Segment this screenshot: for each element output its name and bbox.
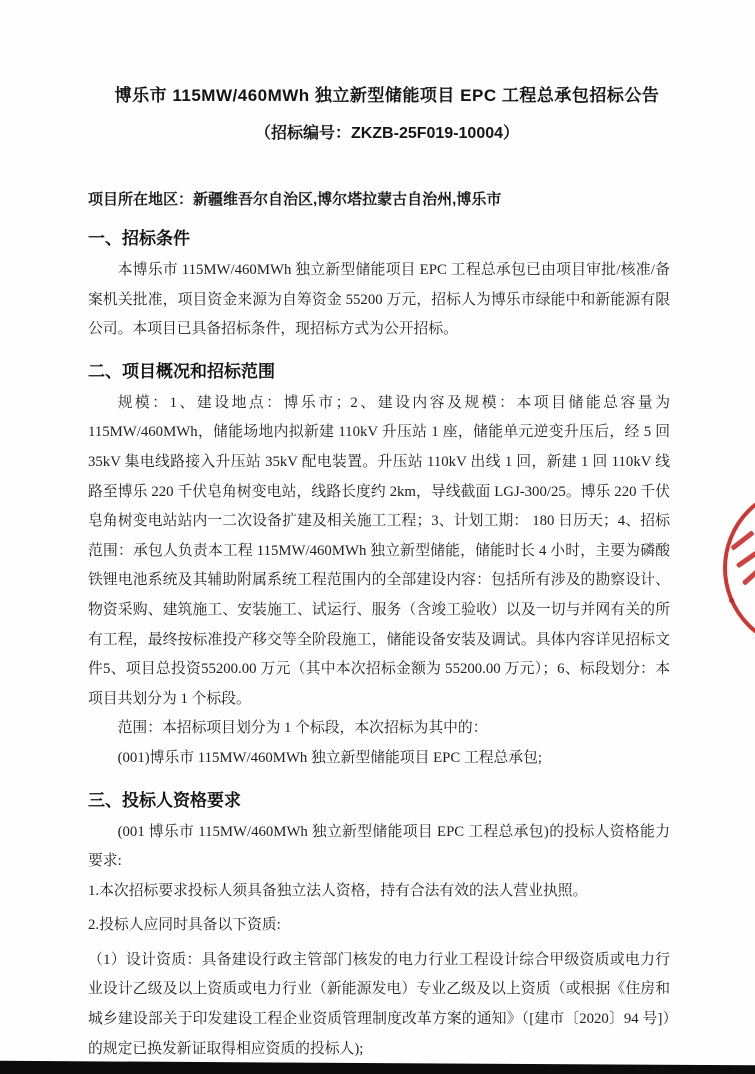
section-2-lot-line: (001)博乐市 115MW/460MWh 独立新型储能项目 EPC 工程总承包;: [117, 749, 543, 766]
section-2-heading: 二、项目概况和招标范围: [88, 361, 275, 381]
section-2-scale-paragraph: 规模：1、建设地点：博乐市；2、建设内容及规模：本项目储能总容量为 115MW/460MWh，储能场地内拟新建 110kV 升压站 1 座，储能单元逆变升压后，经 5 回 35kV 集电线路接入升压站 35kV 配电装置。升压站 110kV 出线 1 回，新建 1 回 110kV 线路至博乐 220 千伏皂角树变电站，线路长度约 2km，导线截面 LGJ-300/25。博乐 220 千伏皂角树变电站站内一二次设备扩建及相关施工工程；3、计划工期： 180 日历天；4、招标范围：承包人负责本工程 115MW/460MWh 独立新型储能，储能时长 4 小时，主要为磷酸铁锂电池系统及其辅助附属系统工程范围内的全部建设内容：包括所有涉及的勘察设计、物资采购、建筑施工、安装施工、试运行、服务（含竣工验收）以及一切与并网有关的所有工程，最终按标准投产移交等全阶段施工，储能设备安装及调试。具体内容详见招标文件5、项目总投资55200.00 万元（其中本次招标金额为 55200.00 万元）；6、标段划分：本项目共划分为 1 个标段。: [88, 394, 670, 707]
section-1-body: 本博乐市 115MW/460MWh 独立新型储能项目 EPC 工程总承包已由项目审批/核准/备案机关批准，项目资金来源为自筹资金 55200 万元，招标人为博乐市绿能中和新能源有限公司。本项目已具备招标条件，现招标方式为公开招标。: [88, 262, 670, 338]
tender-number-line: （招标编号：ZKZB-25F019-10004）: [254, 125, 520, 142]
section-3-requirement-intro: (001 博乐市 115MW/460MWh 独立新型储能项目 EPC 工程总承包)的投标人资格能力要求:: [88, 823, 670, 870]
red-seal-dot: [729, 598, 734, 603]
document-title: 博乐市 115MW/460MWh 独立新型储能项目 EPC 工程总承包招标公告: [114, 86, 660, 105]
project-location-line: 项目所在地区：新疆维吾尔自治区,博尔塔拉蒙古自治州,博乐市: [88, 191, 502, 208]
section-3-item-2: 2.投标人应同时具备以下资质:: [88, 917, 281, 934]
section-2-range-line: 范围：本招标项目划分为 1 个标段，本次招标为其中的：: [117, 720, 488, 737]
document-content: [88, 0, 670, 1064]
section-3-item-3: （1）设计资质：具备建设行政主管部门核发的电力行业工程设计综合甲级资质或电力行业设计乙级及以上资质或电力行业（新能源发电）专业乙级及以上资质（或根据《住房和城乡建设部关于印发建设工程企业资质管理制度改革方案的通知》（[建市〔2020〕94 号]）的规定已换发新证取得相应资质的投标人);: [88, 951, 670, 1057]
section-3-item-1: 1.本次招标要求投标人须具备独立法人资格，持有合法有效的法人营业执照。: [88, 882, 588, 899]
section-3-heading: 三、投标人资格要求: [88, 790, 241, 810]
section-1-heading: 一、招标条件: [88, 229, 190, 248]
